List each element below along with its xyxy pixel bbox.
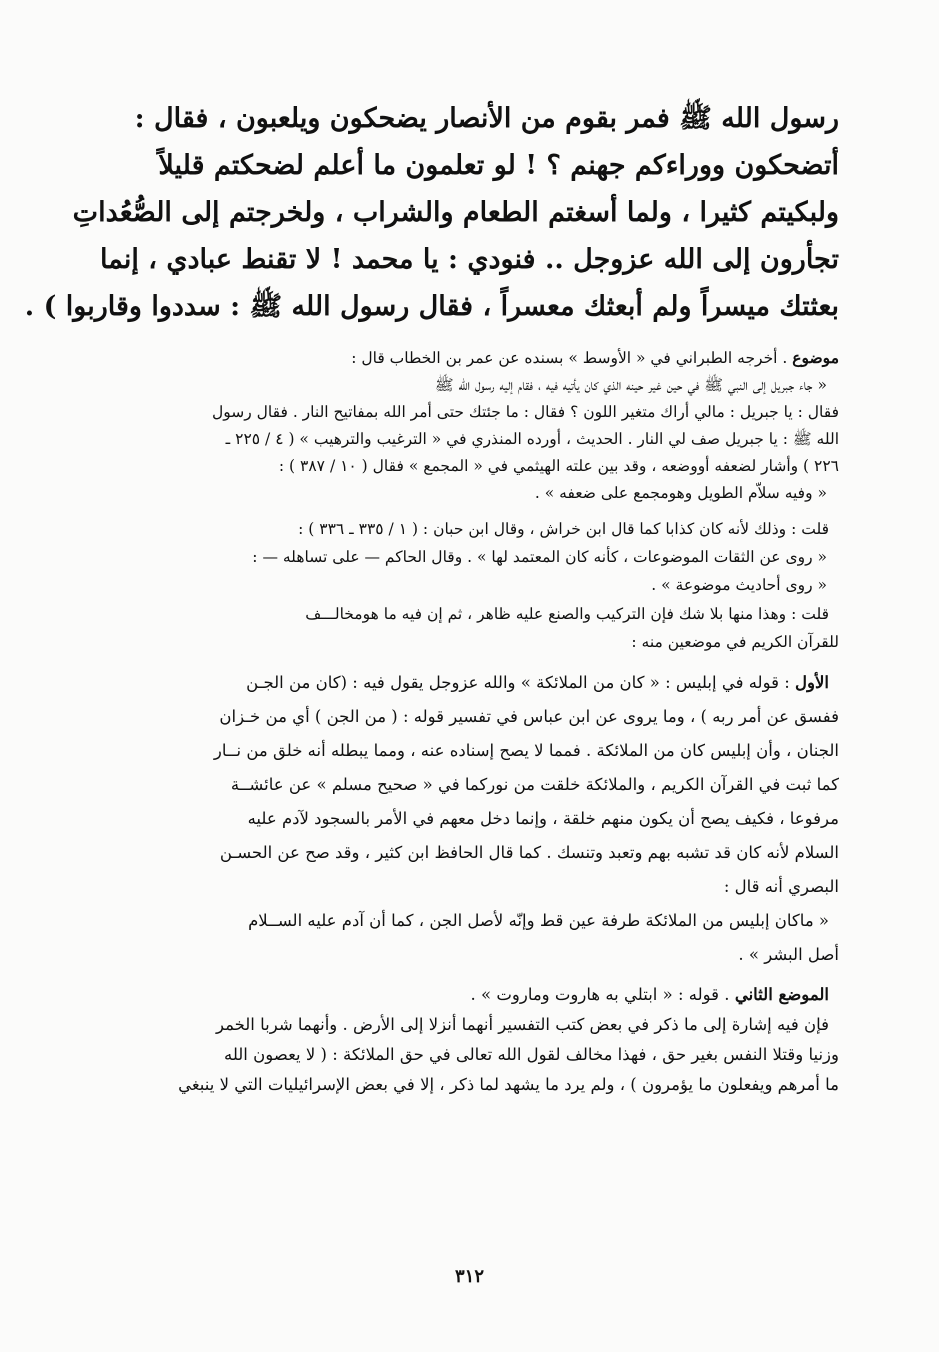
section-line: أصل البشر » . [738,945,839,965]
section-line: البصري أنه قال : [723,877,839,897]
note-line: « روى أحاديث موضوعة » . [651,576,827,595]
main-line: أتضحكون ووراءكم جهنم ؟ ! لو تعلمون ما أعلم لضحكتم قليلاً [158,150,839,181]
notes-block [100,344,839,1100]
main-line: تجأرون إلى الله عزوجل .. فنودي : يا محمد ! لا تقنط عبادي ، إنما [100,244,839,275]
section-lead-second: الموضع الثاني [734,985,829,1005]
main-line: بعثتك ميسراً ولم أبعثك معسراً ، فقال رسول الله ﷺ : سددوا وقاربوا ) . [24,291,839,322]
section-line: الجنان ، وأن إبليس كان من الملائكة . فمما لا يصح إسناده عنه ، ومما يبطله أنه خلق من نــار [213,741,839,761]
note-line: الله ﷺ : يا جبريل صف لي النار . الحديث ، أورده المنذري في « الترغيب والترهيب » ( ٤ / ٢٢٥ ـ [225,430,839,448]
section-line: وزنيا وقتلا النفس بغير حق ، فهذا مخالف لقول الله تعالى في حق الملائكة : ( لا يعصون الله [223,1045,839,1065]
note-line: قلت : وذلك لأنه كان كذابا كما قال ابن خراش ، وقال ابن حبان : ( ١ / ٣٣٥ ـ ٣٣٦ ) : [298,520,829,538]
note-line [100,344,839,372]
section-line: مرفوعا ، فكيف يصح أن يكون منهم خلقة ، وإنما دخل معهم في الأمر بالسجود لآدم عليه [247,809,839,829]
section-line: السلام لأنه كان قد تشبه بهم وتعبد وتنسك . كما قال الحافظ ابن كثير ، وقد صح عن الحسـن [219,843,839,863]
section-text: : قوله في إبليس : « كان من الملائكة » والله عزوجل يقول فيه : (كان من الجـن [246,673,790,693]
section-first [100,666,839,972]
section-line [100,666,839,700]
page-content [24,95,839,1100]
section-lead-first: الأول [795,673,829,693]
section-line: ما أمرهم ويفعلون ما يؤمرون ) ، ولم يرد ما يشهد لما ذكر ، إلا في بعض الإسرائيليات التي لا ينبغي [178,1075,839,1095]
page-number: ٣١٢ [454,1266,484,1287]
note-line: فقال : يا جبريل : مالي أراك متغير اللون ؟ فقال : ما جئتك حتى أمر الله بمفاتيح النار . فقال رسول [212,403,839,421]
note-line: « وفيه سلاّم الطويل وهومجمع على ضعفه » . [534,484,827,502]
main-line: رسول الله ﷺ فمر بقوم من الأنصار يضحكون ويلعبون ، فقال : [134,103,839,134]
section-line: كما ثبت في القرآن الكريم ، والملائكة خلقت من نوركما في « صحيح مسلم » عن عائشــة [230,775,839,795]
main-line: ولبكيتم كثيرا ، ولما أسغتم الطعام والشراب ، ولخرجتم إلى الصُّعُداتِ [72,197,839,228]
section-line: « ماكان إبليس من الملائكة طرفة عين قط وإنّه لأصل الجن ، كما أن آدم عليه الســلام [248,911,829,931]
section-second [100,980,839,1100]
note-lead-mawdu: موضوع [792,348,839,367]
spacer [100,507,839,515]
note-line: « جاء جبريل إلى النبي ﷺ في حين غير حينه الذي كان يأتيه فيه ، فقام إليه رسول الله ﷺ [434,376,827,394]
section-text: . قوله : « ابتلي به هاروت وماروت » . [470,985,730,1005]
section-line [100,980,839,1010]
section-line: ففسق عن أمر ربه ) ، وما يروى عن ابن عباس في تفسير قوله : ( من الجن ) أي من خـزان [219,707,839,727]
note-text: . أخرجه الطبراني في « الأوسط » بسنده عن عمر بن الخطاب قال : [351,349,788,367]
main-text-block [24,95,839,330]
note-line: للقرآن الكريم في موضعين منه : [631,632,839,651]
note-line: « روى عن الثقات الموضوعات ، كأنه كان المعتمد لها » . وقال الحاكم — على تساهله — : [252,548,827,567]
spacer [100,972,839,980]
note-line: قلت : وهذا منها بلا شك فإن التركيب والصنع عليه ظاهر ، ثم إن فيه ما هومخالـــف [305,604,829,623]
note-line: ٢٢٦ ) وأشار لضعفه أووضعه ، وقد بين علته الهيثمي في « المجمع » فقال ( ١٠ / ٣٨٧ ) : [278,457,839,475]
section-line: فإن فيه إشارة إلى ما ذكر في بعض كتب التفسير أنهما أنزلا إلى الأرض . وأنهما شربا الخمر [215,1015,829,1035]
spacer [100,656,839,666]
